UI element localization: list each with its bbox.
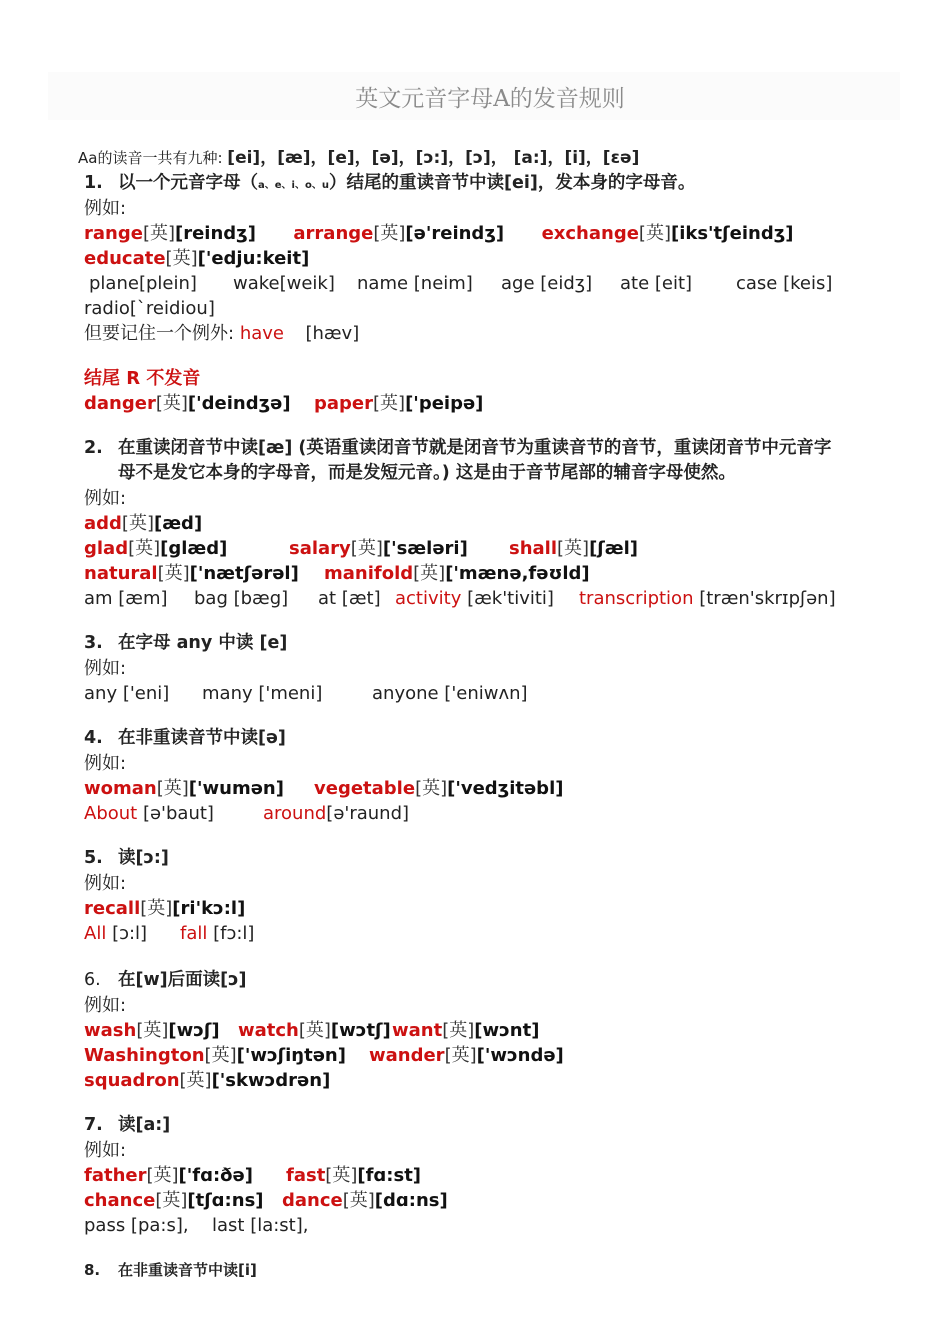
word-entry: natural[英]['nætʃərəl]	[84, 563, 299, 584]
plain-word: ate [eit]	[620, 273, 693, 294]
word-line	[84, 1188, 914, 1213]
document-body	[78, 146, 914, 1283]
section-1-heading	[84, 171, 914, 196]
heading-text: 读[a:]	[118, 1115, 171, 1135]
exception-word: have	[239, 323, 284, 344]
word-entry: salary[英]['sæləri]	[289, 538, 468, 559]
word-entry: watch[英][wɔtʃ]	[238, 1020, 391, 1041]
example-label: 例如:	[84, 658, 127, 679]
section-5-heading	[84, 846, 914, 871]
word-line	[84, 511, 914, 536]
word-entry: danger[英]['deindʒə]	[84, 393, 291, 414]
word-entry: educate[英]['edju:keit]	[84, 248, 310, 269]
page-title: 英文元音字母A的发音规则	[355, 86, 625, 112]
example-label: 例如:	[84, 995, 127, 1016]
word-entry: woman[英]['wumən]	[84, 778, 284, 799]
word-entry: manifold[英]['mænə,fəʊld]	[324, 563, 590, 584]
section-number: 3.	[84, 633, 103, 653]
word-entry: squadron[英]['skwɔdrən]	[84, 1070, 331, 1091]
section-number: 2.	[84, 438, 103, 458]
intro-line	[78, 146, 914, 171]
plain-word-line	[84, 801, 914, 826]
word-line	[84, 561, 914, 586]
heading-text: 在重读闭音节中读[æ] (英语重读闭音节就是闭音节为重读音节的音节，重读闭音节中元音字	[118, 438, 832, 458]
word-entry: vegetable[英]['vedʒitəbl]	[314, 778, 564, 799]
plain-word: many ['meni]	[202, 683, 323, 704]
word-entry: wash[英][wɔʃ]	[84, 1020, 220, 1041]
example-label: 例如:	[84, 488, 127, 509]
word-entry: recall[英][ri'kɔ:l]	[84, 898, 246, 919]
word-entry: arrange[英][ə'reindʒ]	[293, 223, 505, 244]
plain-word: case [keis]	[736, 273, 833, 294]
heading-text: 在非重读音节中读[i]	[118, 1261, 257, 1279]
plain-word-line	[84, 1213, 914, 1238]
word-entry: around[ə'raund]	[263, 803, 410, 824]
exception-ipa: [hæv]	[305, 323, 360, 344]
word-entry: add[英][æd]	[84, 513, 203, 534]
example-label: 例如:	[84, 873, 127, 894]
plain-word: pass [pa:s],	[84, 1215, 189, 1236]
word-line	[84, 776, 914, 801]
section-number: 1.	[84, 173, 103, 193]
section-3-heading	[84, 631, 914, 656]
section-6-heading	[84, 968, 914, 993]
word-entry: want[英][wɔnt]	[392, 1020, 540, 1041]
word-line	[84, 1068, 914, 1093]
word-line	[84, 1018, 914, 1043]
plain-word: plane[plein]	[89, 273, 197, 294]
word-entry: activity [æk'tiviti]	[395, 588, 554, 609]
plain-word-line	[84, 921, 914, 946]
section-4-heading	[84, 726, 914, 751]
plain-word: radio[`reidiou]	[84, 298, 215, 319]
word-entry: fast[英][fɑ:st]	[286, 1165, 422, 1186]
heading-small-text: a、e、i、o、u	[258, 180, 329, 191]
word-entry: fall [fɔ:l]	[180, 923, 255, 944]
intro-prefix: Aa的读音一共有九种:	[78, 149, 223, 167]
word-entry: All [ɔ:l]	[84, 923, 148, 944]
example-label: 例如:	[84, 198, 127, 219]
section-number: 7.	[84, 1115, 103, 1135]
intro-sounds: [ei]，[æ]，[e]，[ə]，[ɔ:]，[ɔ]， [a:]，[i]，[εə]	[227, 148, 640, 168]
heading-text: 在非重读音节中读[ə]	[118, 728, 286, 748]
word-entry: chance[英][tʃɑ:ns]	[84, 1190, 264, 1211]
r-silent-heading: 结尾 R 不发音	[84, 368, 201, 389]
plain-word: any ['eni]	[84, 683, 170, 704]
section-8-heading	[84, 1258, 914, 1283]
example-label: 例如:	[84, 1140, 127, 1161]
word-line	[84, 246, 914, 271]
word-entry: Washington[英]['wɔʃiŋtən]	[84, 1045, 346, 1066]
word-entry: wander[英]['wɔndə]	[369, 1045, 564, 1066]
word-line	[84, 1043, 914, 1068]
exception-label: 但要记住一个例外:	[84, 323, 235, 344]
heading-text: ）结尾的重读音节中读[ei]，发本身的字母音。	[328, 173, 696, 193]
exception-line	[84, 321, 914, 346]
word-line	[84, 896, 914, 921]
word-entry: paper[英]['peipə]	[314, 393, 484, 414]
section-number: 8.	[84, 1261, 101, 1279]
word-line	[84, 536, 914, 561]
plain-word: anyone ['eniwʌn]	[372, 683, 528, 704]
plain-word: age [eidʒ]	[501, 273, 593, 294]
plain-word: name [neim]	[357, 273, 473, 294]
plain-word-line	[84, 271, 914, 296]
heading-text: 在字母 any 中读 [e]	[118, 633, 288, 653]
section-2-heading	[84, 436, 914, 461]
section-number: 5.	[84, 848, 103, 868]
word-entry: exchange[英][iks'tʃeindʒ]	[541, 223, 794, 244]
word-line	[84, 1163, 914, 1188]
heading-text: 读[ɔ:]	[118, 848, 169, 868]
word-entry: father[英]['fɑ:ðə]	[84, 1165, 253, 1186]
word-entry: range[英][reindʒ]	[84, 223, 256, 244]
word-line	[84, 391, 914, 416]
section-number: 6.	[84, 970, 101, 990]
example-label: 例如:	[84, 753, 127, 774]
plain-word: bag [bæg]	[194, 588, 289, 609]
section-7-heading	[84, 1113, 914, 1138]
word-entry: glad[英][glæd]	[84, 538, 228, 559]
plain-word: am [æm]	[84, 588, 168, 609]
plain-word-line	[84, 586, 914, 611]
plain-word: at [æt]	[318, 588, 381, 609]
word-entry: About [ə'baut]	[84, 803, 214, 824]
word-entry: shall[英][ʃæl]	[509, 538, 639, 559]
word-line	[84, 221, 914, 246]
plain-word-line	[84, 681, 914, 706]
heading-text: 在[w]后面读[ɔ]	[118, 970, 247, 990]
section-number: 4.	[84, 728, 103, 748]
plain-word: wake[weik]	[233, 273, 335, 294]
word-entry: transcription [træn'skrɪpʃən]	[579, 588, 836, 609]
plain-word: last [la:st],	[212, 1215, 309, 1236]
section-2-heading-cont: 母不是发它本身的字母音，而是发短元音。) 这是由于音节尾部的辅音字母使然。	[118, 463, 736, 483]
heading-text: 以一个元音字母（	[118, 173, 258, 193]
word-entry: dance[英][dɑ:ns]	[282, 1190, 448, 1211]
